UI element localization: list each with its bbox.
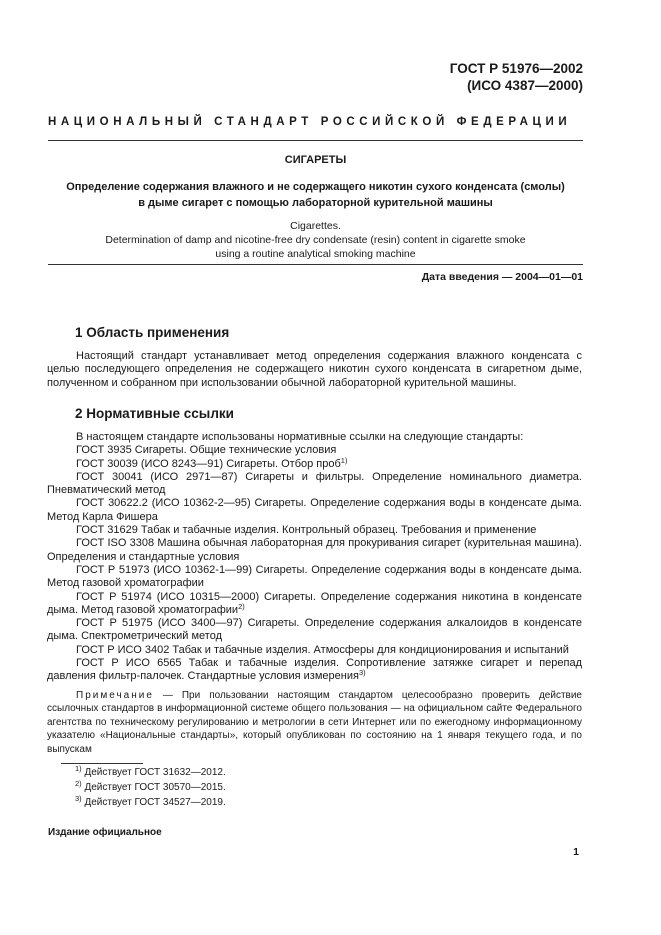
reference-item: ГОСТ Р 51973 (ИСО 10362-1—99) Сигареты. Определение содержания воды в конденсате дыма. Метод газовой хроматографии: [47, 563, 582, 590]
section1-paragraph: Настоящий стандарт устанавливает метод определения содержания влажного конденсата с целью последующего определения не содержащего никотин сухого конденсата в сигаретном дыме, полученном и собранном при использовании обычной лабораторной курительной машины.: [47, 350, 582, 389]
reference-item: ГОСТ 3935 Сигареты. Общие технические условия: [76, 444, 337, 457]
title-russian: [48, 179, 583, 211]
footnote-1: $^{1)}$ Действует ГОСТ 31632—2012.: [75, 764, 226, 778]
reference-item: ГОСТ 31629 Табак и табачные изделия. Контрольный образец. Требования и применение: [76, 524, 537, 537]
footnote-mark: 2): [238, 601, 245, 611]
note: [47, 689, 582, 756]
section1-heading: 1 Область применения: [75, 325, 230, 340]
header-rule: [48, 140, 583, 141]
title-ru-line2: в дыме сигарет с помощью лабораторной курительной машины: [138, 197, 493, 209]
footnote-2: $^{2)}$ Действует ГОСТ 30570—2015.: [75, 779, 226, 793]
normative-references: [47, 431, 582, 684]
iso-code: (ИСО 4387—2000): [467, 78, 583, 93]
reference-item: ГОСТ 30039 (ИСО 8243—91) Сигареты. Отбор проб$^{1)}$: [76, 455, 348, 470]
title-main: СИГАРЕТЫ: [284, 154, 347, 166]
section1-body: [47, 350, 582, 390]
introduction-date: Дата введения — 2004—01—01: [421, 271, 583, 283]
footnote-3: $^{3)}$ Действует ГОСТ 34527—2019.: [75, 794, 226, 808]
reference-item: ГОСТ Р ИСО 3402 Табак и табачные изделия. Атмосферы для кондиционирования и испытаний: [76, 643, 569, 656]
edition-label: Издание официальное: [48, 827, 162, 838]
note-text: — При пользовании настоящим стандартом целесообразно проверить действие ссылочных стандартов в информационной системе общего пользования — на официальном сайте Федерального агентства по техническому регулированию и метрологии в сети Интернет или по ежегодному информационному указателю «Национальные стандарты», который опубликован по состоянию на 1 января текущего года, и по выпускам: [47, 690, 582, 755]
national-standard-banner: НАЦИОНАЛЬНЫЙ СТАНДАРТ РОССИЙСКОЙ ФЕДЕРАЦИИ: [48, 116, 572, 128]
title-ru-line1: Определение содержания влажного и не содержащего никотин сухого конденсата (смолы): [66, 181, 565, 193]
reference-item: ГОСТ 30041 (ИСО 2971—87) Сигареты и фильтры. Определение номинального диаметра. Пневматический метод: [47, 470, 582, 497]
standard-designation: [450, 60, 583, 94]
references-intro: В настоящем стандарте использованы нормативные ссылки на следующие стандарты:: [76, 431, 524, 443]
reference-item: ГОСТ Р 51974 (ИСО 10315—2000) Сигареты. Определение содержания никотина в конденсате дыма. Метод газовой хроматографии$^{2)}$: [47, 590, 582, 616]
title-rule: [48, 264, 583, 265]
gost-code: ГОСТ Р 51976—2002: [449, 61, 583, 76]
reference-item: ГОСТ Р 51975 (ИСО 3400—97) Сигареты. Определение содержания алкалоидов в конденсате дыма. Спектрометрический метод: [47, 617, 582, 643]
page-number: 1: [573, 846, 579, 858]
section2-heading: 2 Нормативные ссылки: [75, 406, 234, 421]
footnote-mark: 3): [358, 668, 366, 678]
footnote-rule: [61, 763, 143, 764]
title-en-line2: Determination of damp and nicotine-free dry condensate (resin) content in cigarette smoke: [105, 234, 526, 246]
title-en-line3: using a routine analytical smoking machine: [215, 248, 416, 260]
reference-item: ГОСТ 30622.2 (ИСО 10362-2—95) Сигареты. Определение содержания воды в конденсате дыма. Метод Карла Фишера: [47, 497, 582, 523]
note-label: Примечание: [76, 690, 154, 701]
title-en-line1: Cigarettes.: [290, 220, 341, 232]
reference-item: ГОСТ ISO 3308 Машина обычная лабораторная для прокуривания сигарет (курительная машина). Определения и стандартные условия: [47, 537, 582, 563]
reference-item: ГОСТ Р ИСО 6565 Табак и табачные изделия. Сопротивление затяжке сигарет и перепад давления фильтр-палочек. Стандартные условия измерения$^{3)}$: [47, 657, 582, 683]
footnote-mark: 1): [340, 455, 348, 465]
title-english: [48, 219, 583, 261]
